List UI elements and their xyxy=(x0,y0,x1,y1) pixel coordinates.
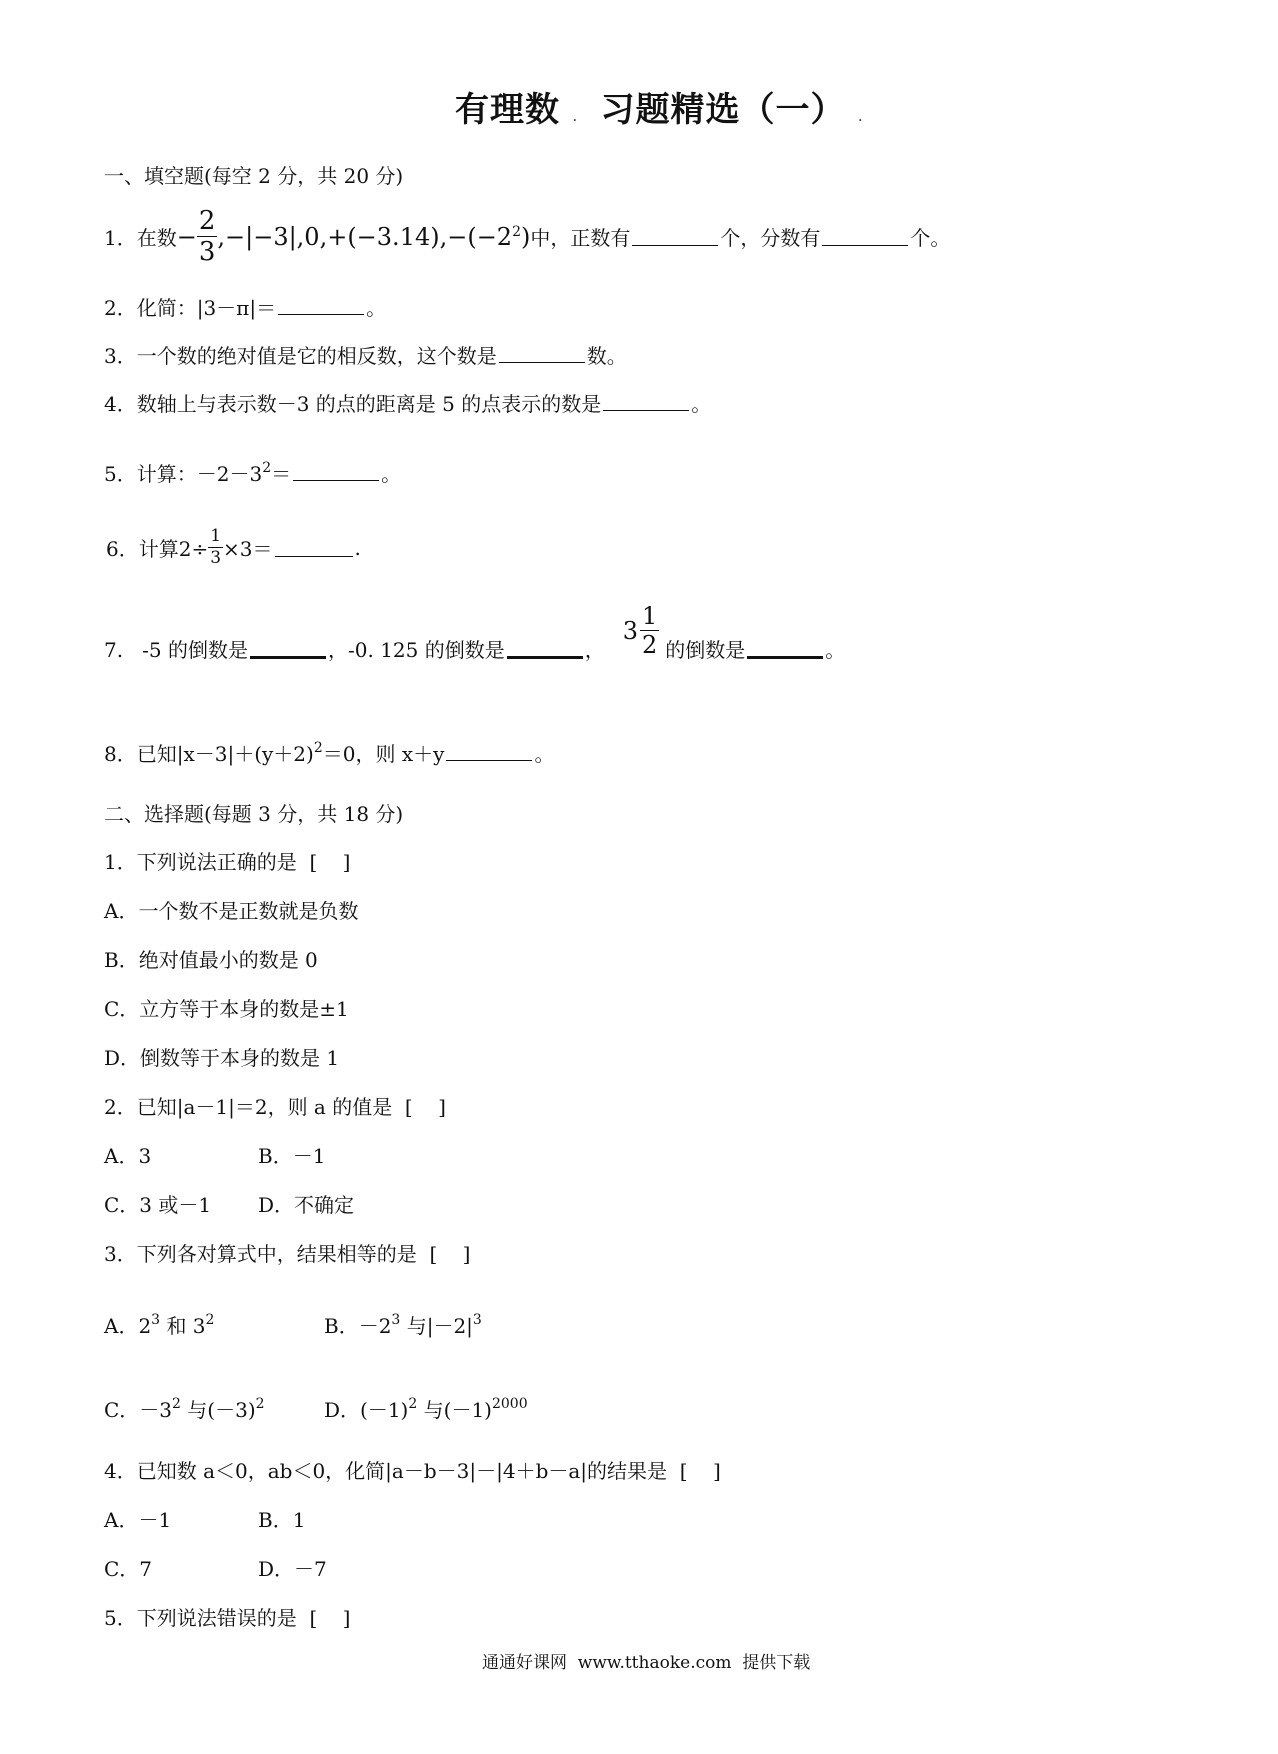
q2-blank[interactable] xyxy=(278,296,364,315)
q2-text: 2．化简：|3－π|＝ xyxy=(104,296,277,320)
fill-q7 xyxy=(104,602,846,675)
q3d-exp1: 2 xyxy=(408,1396,418,1412)
q8-sup: 2 xyxy=(313,740,323,756)
choice-q2-option-c: C．3 或－1 xyxy=(104,1193,212,1217)
choice-q4-option-a: A．－1 xyxy=(104,1508,172,1532)
q6-fraction xyxy=(208,528,223,567)
q3-end: 数。 xyxy=(586,344,627,368)
q1-neg: − xyxy=(176,222,197,251)
q1-frac-den: 3 xyxy=(198,237,216,267)
choice-q1-stem: 1．下列说法正确的是 [ ] xyxy=(104,850,351,874)
section2-heading: 二、选择题(每题 3 分，共 18 分) xyxy=(104,802,404,826)
choice-q3-option-d xyxy=(324,1396,528,1424)
q1-prefix: 1．在数 xyxy=(104,226,177,250)
q1-end: 个。 xyxy=(910,226,951,250)
q3c-exp1: 2 xyxy=(172,1396,181,1412)
q5-text: 5．计算：－2－3 xyxy=(104,462,263,486)
q1-mid2: 个，分数有 xyxy=(720,226,821,250)
fill-q3 xyxy=(104,342,627,370)
q3d-base1: D．(－1) xyxy=(324,1398,409,1422)
q7-end: 。 xyxy=(825,638,846,662)
fill-q6 xyxy=(106,528,361,567)
q3c-base1: C．－3 xyxy=(104,1398,173,1422)
q7-fraction xyxy=(640,604,659,657)
q7-blank-3[interactable] xyxy=(747,638,823,659)
q3a-base2: 和 3 xyxy=(160,1314,206,1338)
choice-q3-option-c xyxy=(104,1396,265,1424)
choice-q1-option-b: B．绝对值最小的数是 0 xyxy=(104,948,318,972)
q6-mid: ×3＝ xyxy=(223,537,273,561)
q8-text: 8．已知|x－3|＋(y＋2) xyxy=(104,742,314,766)
title-dot: . xyxy=(572,113,578,124)
q1-fraction xyxy=(197,208,218,265)
page-footer: 通通好课网 www.tthaoke.com 提供下载 xyxy=(482,1653,811,1673)
q3d-base2: 与(－1) xyxy=(417,1398,492,1422)
choice-q2-option-d: D．不确定 xyxy=(258,1193,355,1217)
q5-blank[interactable] xyxy=(293,462,379,481)
q3-text: 3．一个数的绝对值是它的相反数，这个数是 xyxy=(104,344,497,368)
q1-blank-1[interactable] xyxy=(632,227,718,246)
choice-q2-option-b: B．－1 xyxy=(258,1144,326,1168)
choice-q5-stem: 5．下列说法错误的是 [ ] xyxy=(104,1606,351,1630)
q3a-exp2: 2 xyxy=(205,1312,215,1328)
q3a-base1: A．2 xyxy=(104,1314,152,1338)
q6-text: 6．计算2÷ xyxy=(106,537,209,561)
q6-end: . xyxy=(354,535,361,560)
q1-blank-2[interactable] xyxy=(822,227,908,246)
q6-blank[interactable] xyxy=(275,538,353,557)
q3c-exp2: 2 xyxy=(255,1396,265,1412)
q2-end: 。 xyxy=(366,296,387,320)
fill-q4 xyxy=(104,390,711,418)
q4-blank[interactable] xyxy=(603,392,689,411)
fill-q1 xyxy=(104,208,950,265)
q7-d: 的倒数是 xyxy=(665,638,746,662)
q3b-exp1: 3 xyxy=(391,1312,401,1328)
q8-mid: ＝0，则 x＋y xyxy=(322,742,445,766)
q7-b: ，-0. 125 的倒数是 xyxy=(328,638,505,662)
choice-q3-option-b xyxy=(324,1312,482,1340)
q5-eq: ＝ xyxy=(271,462,292,486)
q7-blank-1[interactable] xyxy=(250,638,326,659)
fill-q5 xyxy=(104,460,401,488)
q1-list-text: ,−|−3|,0,+(−3.14),−(−2 xyxy=(217,222,513,251)
q3d-exp2: 2000 xyxy=(491,1396,528,1412)
q5-sup: 2 xyxy=(262,460,272,476)
q6-frac-num: 1 xyxy=(210,526,222,546)
choice-q4-option-c: C．7 xyxy=(104,1557,153,1581)
q4-end: 。 xyxy=(691,392,712,416)
choice-q3-option-a xyxy=(104,1312,214,1340)
q7-blank-2[interactable] xyxy=(507,638,583,659)
title-main: 有理数 xyxy=(455,90,560,130)
q3a-exp1: 3 xyxy=(151,1312,161,1328)
q5-end: 。 xyxy=(381,462,402,486)
choice-q2-option-a: A．3 xyxy=(104,1144,152,1168)
q1-sup: 2 xyxy=(512,223,521,240)
choice-q4-stem: 4．已知数 a＜0，ab＜0，化简|a－b－3|－|4＋b－a|的结果是 [ ] xyxy=(104,1459,721,1483)
page-title xyxy=(455,82,863,131)
choice-q3-stem: 3．下列各对算式中，结果相等的是 [ ] xyxy=(104,1242,471,1266)
section1-heading: 一、填空题(每空 2 分，共 20 分) xyxy=(104,164,404,188)
q7-a: 7. -5 的倒数是 xyxy=(104,638,248,662)
q6-frac-den: 3 xyxy=(210,548,222,568)
choice-q1-option-d: D．倒数等于本身的数是 1 xyxy=(104,1046,340,1070)
choice-q4-option-d: D．－7 xyxy=(258,1557,327,1581)
q7-frac-num: 1 xyxy=(642,602,658,630)
q1-mid: 中，正数有 xyxy=(530,226,631,250)
q3b-base2: 与|－2| xyxy=(400,1314,473,1338)
q3-blank[interactable] xyxy=(499,344,585,363)
title-sub: 习题精选（一） xyxy=(600,90,846,130)
q4-text: 4．数轴上与表示数－3 的点的距离是 5 的点表示的数是 xyxy=(104,392,602,416)
q1-frac-num: 2 xyxy=(198,206,216,236)
title-dot-2: . xyxy=(858,113,864,124)
q3b-base1: B．－2 xyxy=(324,1314,392,1338)
fill-q2 xyxy=(104,294,386,322)
q1-close: ) xyxy=(521,222,531,251)
q7-c: ， xyxy=(584,638,605,662)
choice-q2-stem: 2．已知|a－1|＝2，则 a 的值是 [ ] xyxy=(104,1095,446,1119)
q8-end: 。 xyxy=(534,742,555,766)
q3b-exp2: 3 xyxy=(472,1312,482,1328)
q7-whole: 3 xyxy=(622,616,639,645)
q3c-base2: 与(－3) xyxy=(180,1398,256,1422)
q1-list xyxy=(217,223,530,251)
q7-mixed-number xyxy=(623,604,660,657)
fill-q8 xyxy=(104,740,554,768)
q8-blank[interactable] xyxy=(446,742,532,761)
choice-q1-option-a: A．一个数不是正数就是负数 xyxy=(104,899,359,923)
q7-frac-den: 2 xyxy=(642,631,658,659)
choice-q1-option-c: C．立方等于本身的数是±1 xyxy=(104,997,349,1021)
choice-q4-option-b: B．1 xyxy=(258,1508,306,1532)
